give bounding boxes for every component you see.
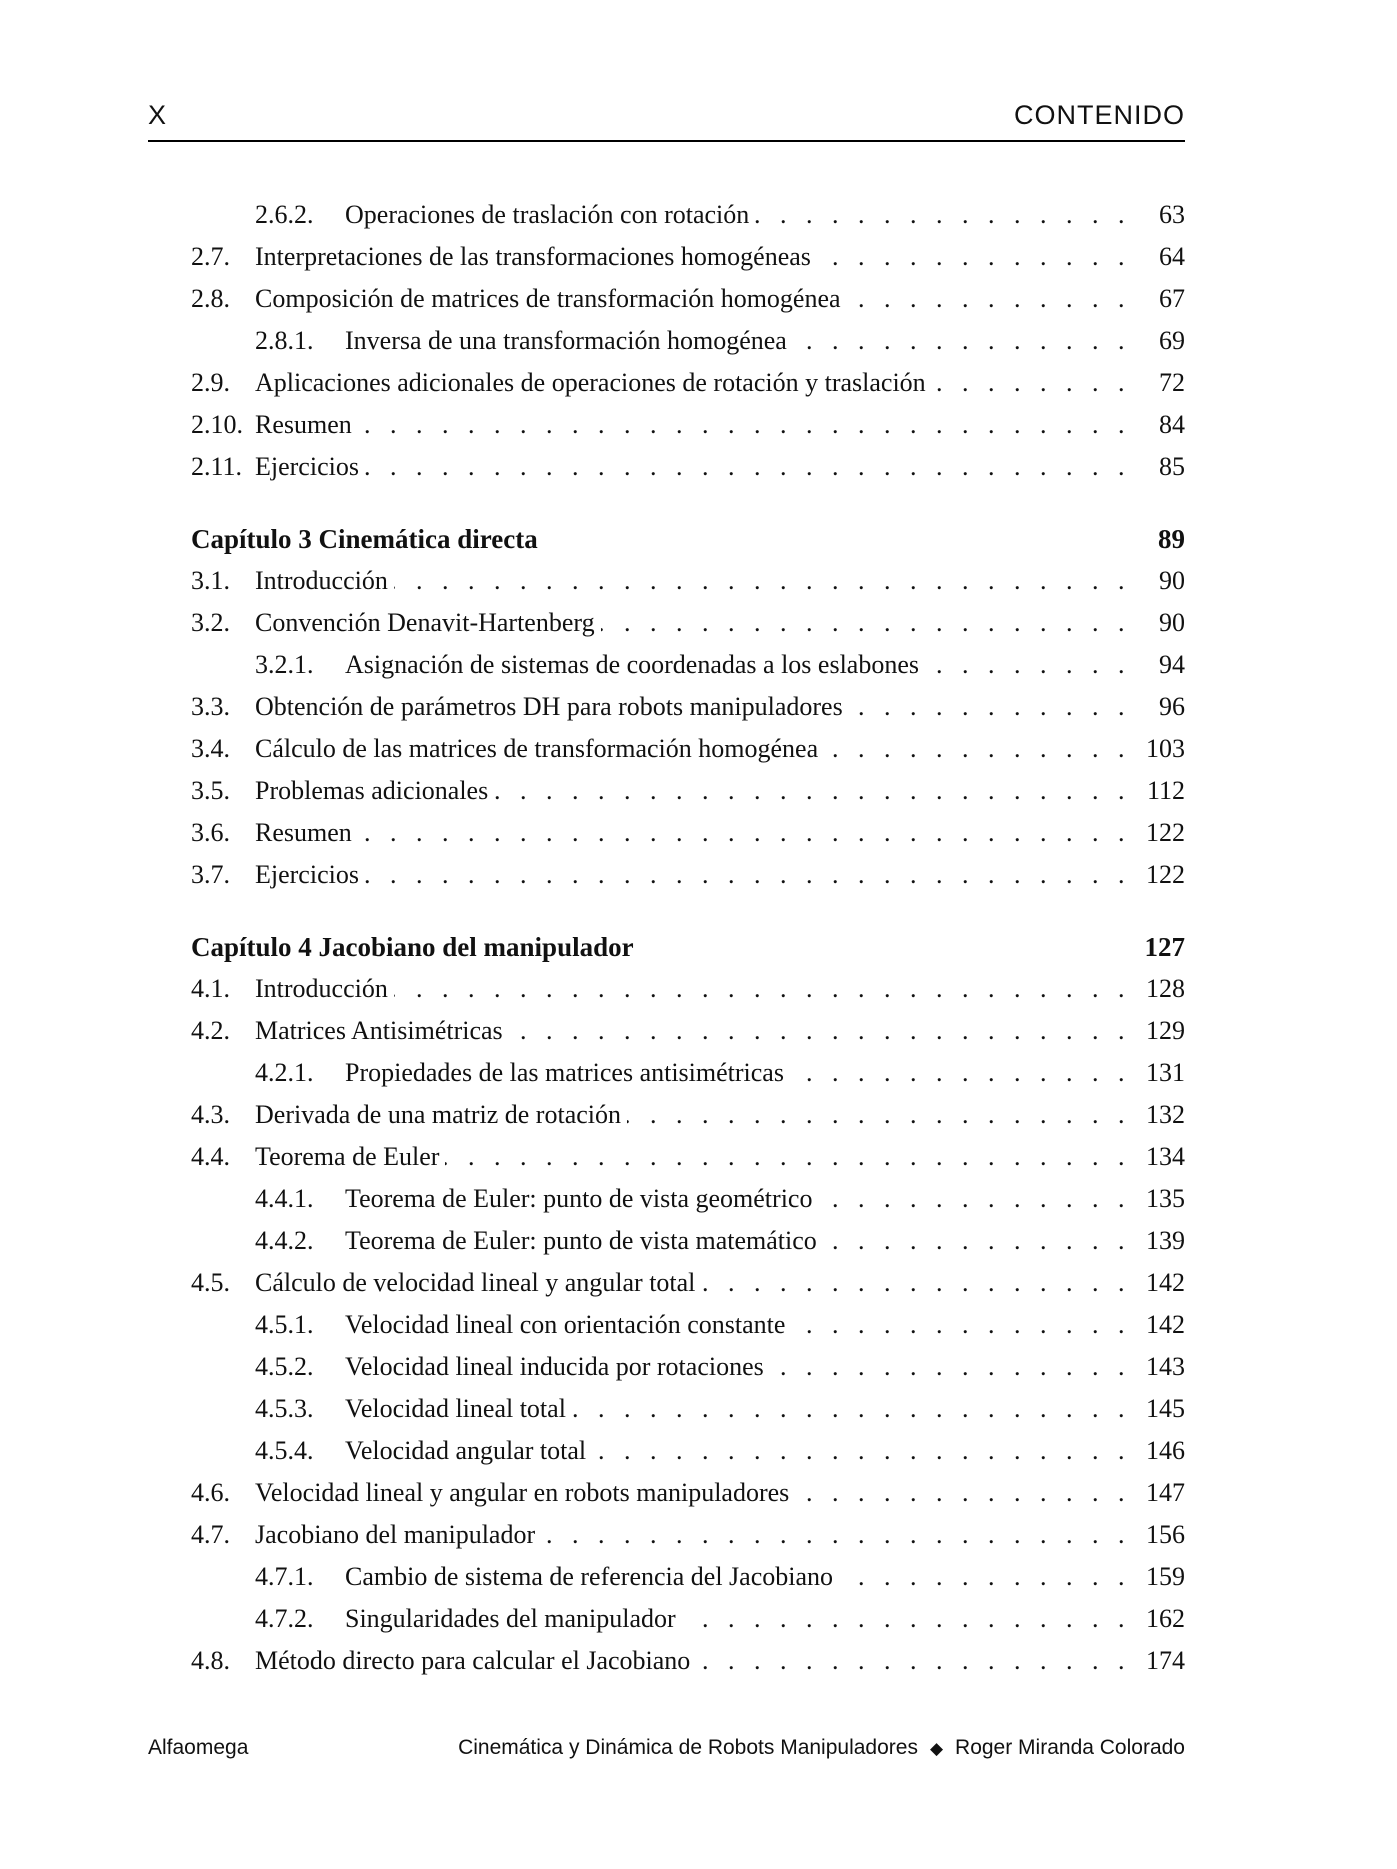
entry-number: 4.2.1. <box>255 1058 314 1087</box>
entry-number: 4.5.1. <box>255 1310 314 1339</box>
entry-title-text: Teorema de Euler <box>255 1142 445 1171</box>
entry-number: 3.7. <box>191 860 230 889</box>
toc-subsection-entry <box>191 1394 1185 1436</box>
entry-page-number: 90 <box>1159 608 1185 637</box>
entry-page-number: 122 <box>1146 860 1185 889</box>
entry-page-number: 142 <box>1146 1310 1185 1339</box>
entry-number: 4.5.4. <box>255 1436 314 1465</box>
entry-number: 3.6. <box>191 818 230 847</box>
entry-title <box>345 650 1131 680</box>
entry-title <box>255 974 1131 1004</box>
separator-diamond-icon: ◆ <box>929 1739 944 1758</box>
toc-section-entry <box>191 452 1185 494</box>
entry-title <box>345 1562 1131 1592</box>
entry-title-text: Cálculo de velocidad lineal y angular total <box>255 1268 701 1297</box>
entry-page-number: 122 <box>1146 818 1185 847</box>
entry-title-text: Propiedades de las matrices antisimétricas <box>345 1058 790 1087</box>
entry-number: 2.8. <box>191 284 230 313</box>
toc-section-entry <box>191 974 1185 1016</box>
entry-title <box>345 1226 1131 1256</box>
entry-number: 4.3. <box>191 1100 230 1129</box>
entry-title <box>255 734 1131 764</box>
entry-title <box>255 692 1131 722</box>
entry-number: 2.11. <box>191 452 243 481</box>
entry-title-text: Velocidad lineal con orientación constante <box>345 1310 791 1339</box>
entry-title-text: Método directo para calcular el Jacobiano <box>255 1646 696 1675</box>
entry-title-text: Velocidad lineal inducida por rotaciones <box>345 1352 770 1381</box>
entry-title <box>255 566 1131 596</box>
entry-title <box>255 452 1131 482</box>
page-footer <box>148 1736 1185 1766</box>
entry-title-text: Velocidad lineal y angular en robots manipuladores <box>255 1478 795 1507</box>
entry-page-number: 174 <box>1146 1646 1185 1675</box>
toc-section-entry <box>191 410 1185 452</box>
entry-number: 4.5.3. <box>255 1394 314 1423</box>
entry-number: 2.9. <box>191 368 230 397</box>
entry-title <box>345 200 1131 230</box>
entry-title-text: Operaciones de traslación con rotación <box>345 200 755 229</box>
entry-title-text: Introducción <box>255 566 394 595</box>
entry-page-number: 96 <box>1159 692 1185 721</box>
entry-page-number: 63 <box>1159 200 1185 229</box>
entry-page-number: 90 <box>1159 566 1185 595</box>
page-number-roman: X <box>148 100 167 130</box>
entry-title <box>255 1142 1131 1172</box>
entry-title-text: Ejercicios <box>255 452 365 481</box>
page-header <box>148 100 1185 142</box>
entry-title <box>255 608 1131 638</box>
entry-title <box>255 242 1131 272</box>
entry-number: 3.2.1. <box>255 650 314 679</box>
entry-page-number: 159 <box>1146 1562 1185 1591</box>
entry-page-number: 131 <box>1146 1058 1185 1087</box>
chapter-title: Capítulo 4 Jacobiano del manipulador <box>191 932 634 962</box>
entry-page-number: 147 <box>1146 1478 1185 1507</box>
chapter-page-number: 89 <box>1158 524 1185 554</box>
toc-subsection-entry <box>191 1184 1185 1226</box>
toc-subsection-entry <box>191 1058 1185 1100</box>
entry-page-number: 162 <box>1146 1604 1185 1633</box>
entry-number: 4.5. <box>191 1268 230 1297</box>
toc-section-entry <box>191 566 1185 608</box>
toc-subsection-entry <box>191 1352 1185 1394</box>
entry-page-number: 129 <box>1146 1016 1185 1045</box>
entry-title <box>255 1520 1131 1550</box>
entry-title <box>345 1058 1131 1088</box>
toc-section-entry <box>191 1268 1185 1310</box>
entry-number: 4.2. <box>191 1016 230 1045</box>
entry-title <box>255 776 1131 806</box>
toc-section-entry <box>191 734 1185 776</box>
entry-number: 4.6. <box>191 1478 230 1507</box>
toc-subsection-entry <box>191 650 1185 692</box>
toc-section-entry <box>191 1520 1185 1562</box>
chapter-page-number: 127 <box>1144 932 1185 962</box>
entry-number: 4.7. <box>191 1520 230 1549</box>
entry-page-number: 84 <box>1159 410 1185 439</box>
entry-title-text: Derivada de una matriz de rotación <box>255 1100 627 1129</box>
running-title: CONTENIDO <box>1014 100 1185 130</box>
toc-section-entry <box>191 860 1185 902</box>
entry-number: 2.8.1. <box>255 326 314 355</box>
entry-title-text: Asignación de sistemas de coordenadas a los eslabones <box>345 650 925 679</box>
entry-number: 4.4. <box>191 1142 230 1171</box>
chapter-title: Capítulo 3 Cinemática directa <box>191 524 538 554</box>
entry-number: 3.3. <box>191 692 230 721</box>
entry-number: 4.7.2. <box>255 1604 314 1633</box>
entry-title-text: Velocidad lineal total <box>345 1394 572 1423</box>
entry-number: 3.5. <box>191 776 230 805</box>
toc-section-entry <box>191 1478 1185 1520</box>
toc-subsection-entry <box>191 1226 1185 1268</box>
entry-title-text: Problemas adicionales <box>255 776 494 805</box>
entry-page-number: 139 <box>1146 1226 1185 1255</box>
toc-section-entry <box>191 1142 1185 1184</box>
book-author: Roger Miranda Colorado <box>955 1736 1185 1759</box>
entry-title-text: Jacobiano del manipulador <box>255 1520 541 1549</box>
entry-title-text: Matrices Antisimétricas <box>255 1016 509 1045</box>
entry-title-text: Cambio de sistema de referencia del Jacobiano <box>345 1562 839 1591</box>
entry-page-number: 72 <box>1159 368 1185 397</box>
toc-subsection-entry <box>191 326 1185 368</box>
entry-page-number: 128 <box>1146 974 1185 1003</box>
entry-page-number: 134 <box>1146 1142 1185 1171</box>
entry-number: 4.4.2. <box>255 1226 314 1255</box>
entry-page-number: 135 <box>1146 1184 1185 1213</box>
entry-title <box>255 284 1131 314</box>
toc-section-entry <box>191 1016 1185 1058</box>
toc-subsection-entry <box>191 1436 1185 1478</box>
entry-number: 4.4.1. <box>255 1184 314 1213</box>
entry-title <box>255 818 1131 848</box>
toc-subsection-entry <box>191 1562 1185 1604</box>
toc-subsection-entry <box>191 200 1185 242</box>
book-title: Cinemática y Dinámica de Robots Manipuladores <box>458 1736 918 1759</box>
entry-title <box>345 1604 1131 1634</box>
toc-subsection-entry <box>191 1604 1185 1646</box>
entry-title-text: Obtención de parámetros DH para robots manipuladores <box>255 692 849 721</box>
entry-title-text: Ejercicios <box>255 860 365 889</box>
entry-title <box>255 1646 1131 1676</box>
toc-subsection-entry <box>191 1310 1185 1352</box>
publisher: Alfaomega <box>148 1736 249 1759</box>
entry-page-number: 67 <box>1159 284 1185 313</box>
entry-number: 4.1. <box>191 974 230 1003</box>
toc-section-entry <box>191 776 1185 818</box>
toc-section-entry <box>191 368 1185 410</box>
toc-section-entry <box>191 1100 1185 1142</box>
entry-title-text: Velocidad angular total <box>345 1436 592 1465</box>
entry-title <box>345 326 1131 356</box>
toc-chapter-heading <box>191 524 1185 566</box>
entry-title-text: Teorema de Euler: punto de vista geométrico <box>345 1184 818 1213</box>
entry-page-number: 112 <box>1146 776 1185 805</box>
entry-title <box>255 1268 1131 1298</box>
toc-section-entry <box>191 1646 1185 1688</box>
entry-number: 2.10. <box>191 410 243 439</box>
entry-page-number: 132 <box>1146 1100 1185 1129</box>
entry-title-text: Convención Denavit-Hartenberg <box>255 608 601 637</box>
entry-title-text: Resumen <box>255 818 358 847</box>
entry-title <box>345 1394 1131 1424</box>
entry-number: 2.6.2. <box>255 200 314 229</box>
entry-title <box>345 1310 1131 1340</box>
entry-title-text: Teorema de Euler: punto de vista matemático <box>345 1226 823 1255</box>
entry-title-text: Composición de matrices de transformación homogénea <box>255 284 847 313</box>
entry-title <box>345 1184 1131 1214</box>
entry-page-number: 156 <box>1146 1520 1185 1549</box>
entry-title-text: Interpretaciones de las transformaciones homogéneas <box>255 242 817 271</box>
book-credit <box>458 1736 1185 1760</box>
entry-title-text: Singularidades del manipulador <box>345 1604 682 1633</box>
toc-section-entry <box>191 608 1185 650</box>
toc-section-entry <box>191 818 1185 860</box>
entry-number: 4.5.2. <box>255 1352 314 1381</box>
entry-title-text: Inversa de una transformación homogénea <box>345 326 793 355</box>
toc-section-entry <box>191 692 1185 734</box>
entry-number: 4.7.1. <box>255 1562 314 1591</box>
entry-title-text: Introducción <box>255 974 394 1003</box>
entry-title <box>255 1478 1131 1508</box>
entry-number: 4.8. <box>191 1646 230 1675</box>
entry-title <box>255 368 1131 398</box>
entry-page-number: 143 <box>1146 1352 1185 1381</box>
entry-title <box>255 410 1131 440</box>
entry-title <box>255 1100 1131 1130</box>
entry-page-number: 145 <box>1146 1394 1185 1423</box>
toc-section-entry <box>191 242 1185 284</box>
toc-section-entry <box>191 284 1185 326</box>
entry-number: 3.1. <box>191 566 230 595</box>
table-of-contents <box>191 200 1185 1688</box>
entry-page-number: 64 <box>1159 242 1185 271</box>
entry-page-number: 142 <box>1146 1268 1185 1297</box>
entry-title <box>255 1016 1131 1046</box>
entry-title-text: Resumen <box>255 410 358 439</box>
entry-title <box>345 1436 1131 1466</box>
entry-title-text: Cálculo de las matrices de transformación homogénea <box>255 734 824 763</box>
entry-page-number: 94 <box>1159 650 1185 679</box>
entry-title-text: Aplicaciones adicionales de operaciones de rotación y traslación <box>255 368 932 397</box>
entry-number: 3.2. <box>191 608 230 637</box>
entry-title <box>255 860 1131 890</box>
entry-page-number: 69 <box>1159 326 1185 355</box>
entry-page-number: 103 <box>1146 734 1185 763</box>
entry-title <box>345 1352 1131 1382</box>
entry-number: 2.7. <box>191 242 230 271</box>
entry-number: 3.4. <box>191 734 230 763</box>
entry-page-number: 146 <box>1146 1436 1185 1465</box>
toc-chapter-heading <box>191 932 1185 974</box>
entry-page-number: 85 <box>1159 452 1185 481</box>
